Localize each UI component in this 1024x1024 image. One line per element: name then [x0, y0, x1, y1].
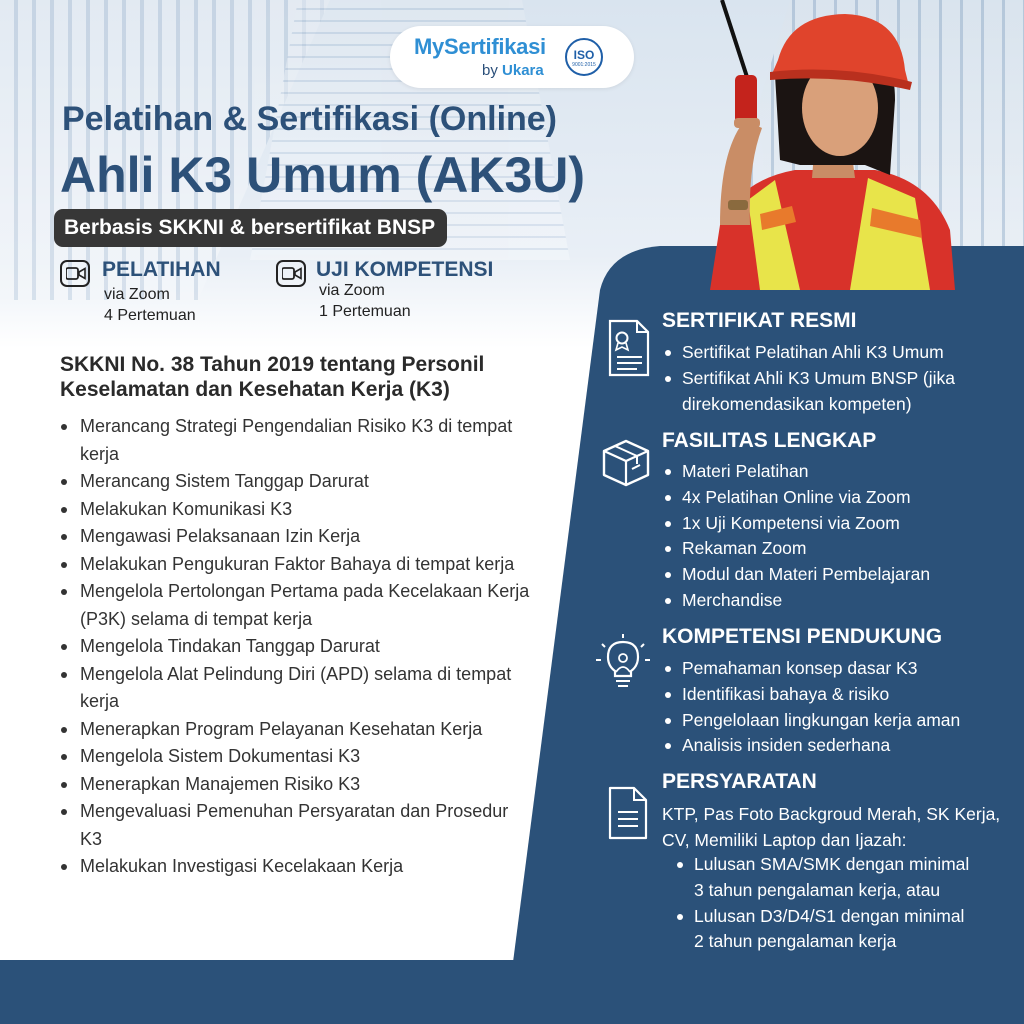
section-title-sertifikat: SERTIFIKAT RESMI — [662, 309, 857, 332]
section-title-persyaratan: PERSYARATAN — [662, 770, 817, 793]
headline-title: Ahli K3 Umum (AK3U) — [60, 147, 586, 203]
skkni-competency-list — [58, 413, 533, 881]
section-title-fasilitas: FASILITAS LENGKAP — [662, 429, 877, 452]
persyaratan-intro: KTP, Pas Foto Backgroud Merah, SK Kerja, CV, Memiliki Laptop dan Ijazah: — [662, 804, 1001, 850]
sertifikat-list — [664, 340, 1004, 417]
section-title-kompetensi: KOMPETENSI PENDUKUNG — [662, 625, 943, 648]
list-item: Merancang Sistem Tanggap Darurat — [58, 468, 533, 496]
video-camera-icon — [276, 260, 306, 287]
list-item: Melakukan Pengukuran Faktor Bahaya di tempat kerja — [58, 551, 533, 579]
list-item: Modul dan Materi Pembelajaran — [664, 562, 1004, 588]
kompetensi-list — [664, 656, 1004, 759]
list-item: Menerapkan Manajemen Risiko K3 — [58, 771, 533, 799]
brand-byline: by Ukara — [482, 62, 544, 79]
safety-worker-photo — [700, 0, 960, 290]
list-item: Pengelolaan lingkungan kerja aman — [664, 708, 1004, 734]
list-item: Mengelola Sistem Dokumentasi K3 — [58, 743, 533, 771]
list-item: Melakukan Investigasi Kecelakaan Kerja — [58, 853, 533, 881]
list-item: Rekaman Zoom — [664, 536, 1004, 562]
persyaratan-list — [676, 852, 976, 955]
list-item: Sertifikat Pelatihan Ahli K3 Umum — [664, 340, 1004, 366]
lightbulb-person-icon — [594, 634, 652, 694]
headline-subtitle: Pelatihan & Sertifikasi (Online) — [62, 100, 558, 138]
list-item: Lulusan D3/D4/S1 dengan minimal 2 tahun pengalaman kerja — [676, 904, 976, 956]
list-item: Menerapkan Program Pelayanan Kesehatan Kerja — [58, 716, 533, 744]
list-item: Mengelola Tindakan Tanggap Darurat — [58, 633, 533, 661]
list-item: Lulusan SMA/SMK dengan minimal 3 tahun pengalaman kerja, atau — [676, 852, 976, 904]
certificate-icon — [607, 318, 651, 378]
list-item: Melakukan Komunikasi K3 — [58, 496, 533, 524]
bottom-bar — [0, 960, 1024, 1024]
mode-platform: via Zoom — [319, 282, 385, 299]
brand-logo — [390, 26, 634, 88]
mode-title: PELATIHAN — [102, 258, 221, 281]
list-item: Sertifikat Ahli K3 Umum BNSP (jika direkomendasikan kompeten) — [664, 366, 1004, 418]
list-item: Merchandise — [664, 588, 1004, 614]
mode-platform: via Zoom — [104, 286, 170, 303]
fasilitas-list — [664, 459, 1004, 614]
list-item: Identifikasi bahaya & risiko — [664, 682, 1004, 708]
list-item: 4x Pelatihan Online via Zoom — [664, 485, 1004, 511]
brand-name: MySertifikasi — [414, 34, 546, 59]
video-camera-icon — [60, 260, 90, 287]
basis-badge: Berbasis SKKNI & bersertifikat BNSP — [54, 209, 447, 247]
document-icon — [607, 785, 649, 841]
list-item: Mengawasi Pelaksanaan Izin Kerja — [58, 523, 533, 551]
mode-sessions: 1 Pertemuan — [319, 303, 411, 320]
list-item: Pemahaman konsep dasar K3 — [664, 656, 1004, 682]
mode-title: UJI KOMPETENSI — [316, 258, 494, 281]
list-item: Mengevaluasi Pemenuhan Persyaratan dan Prosedur K3 — [58, 798, 533, 853]
mode-sessions: 4 Pertemuan — [104, 307, 196, 324]
list-item: 1x Uji Kompetensi via Zoom — [664, 511, 1004, 537]
list-item: Analisis insiden sederhana — [664, 733, 1004, 759]
package-box-icon — [600, 437, 652, 489]
list-item: Merancang Strategi Pengendalian Risiko K3 di tempat kerja — [58, 413, 533, 468]
list-item: Mengelola Pertolongan Pertama pada Kecelakaan Kerja (P3K) selama di tempat kerja — [58, 578, 533, 633]
list-item: Materi Pelatihan — [664, 459, 1004, 485]
skkni-heading: SKKNI No. 38 Tahun 2019 tentang Personil Keselamatan dan Kesehatan Kerja (K3) — [60, 353, 485, 401]
list-item: Mengelola Alat Pelindung Diri (APD) selama di tempat kerja — [58, 661, 533, 716]
iso-badge-icon: ISO 9001:2015 — [565, 38, 603, 76]
